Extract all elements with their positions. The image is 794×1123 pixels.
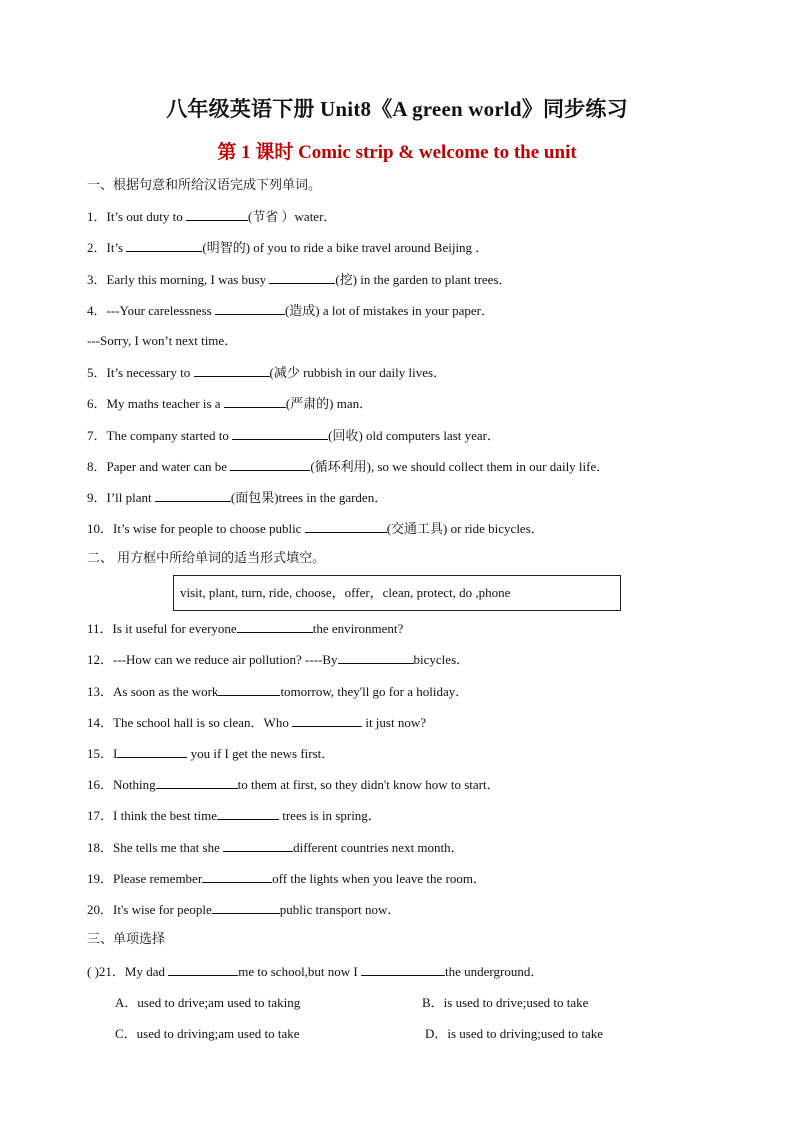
question-10: 10．It’s wise for people to choose public (交通工具) or ride bicycles．: [87, 521, 544, 536]
question-19: 19．Please remember off the lights when you leave the room．: [87, 871, 487, 886]
answer-blank[interactable]: [237, 619, 313, 633]
answer-blank[interactable]: [117, 744, 187, 758]
question-5: 5．It’s necessary to (减少 rubbish in our daily lives．: [87, 365, 447, 380]
question-12: 12．---How can we reduce air pollution? ----By bicycles．: [87, 652, 470, 667]
answer-blank[interactable]: [212, 900, 280, 914]
question-18: 18．She tells me that she different countries next month．: [87, 840, 464, 855]
answer-blank[interactable]: [232, 426, 328, 440]
lesson-subtitle: 第 1 课时 Comic strip & welcome to the unit: [217, 142, 577, 163]
question-20: 20．It's wise for people public transport now．: [87, 902, 401, 917]
question-16: 16．Nothing to them at first, so they didn't know how to start．: [87, 777, 500, 792]
question-7: 7．The company started to (回收) old computers last year．: [87, 428, 500, 443]
question-17: 17．I think the best time trees is in spring．: [87, 808, 381, 823]
section-2-heading: 二、 用方框中所给单词的适当形式填空。: [87, 551, 326, 566]
question-2: 2．It’s (明智的) of you to ride a bike travel around Beijing ．: [87, 240, 489, 255]
option-b[interactable]: B．is used to drive;used to take: [422, 995, 589, 1010]
answer-blank[interactable]: [292, 713, 362, 727]
question-8: 8．Paper and water can be (循环利用), so we should collect them in our daily life．: [87, 459, 610, 474]
answer-blank[interactable]: [126, 238, 202, 252]
section-1-heading: 一、根据句意和所给汉语完成下列单词。: [87, 178, 322, 193]
answer-blank[interactable]: [186, 207, 248, 221]
section-3-heading: 三、单项选择: [87, 932, 166, 947]
answer-blank[interactable]: [156, 775, 238, 789]
answer-blank[interactable]: [168, 962, 238, 976]
option-d[interactable]: D．is used to driving;used to take: [425, 1026, 604, 1041]
question-14: 14．The school hall is so clean．Who it just now?: [87, 715, 426, 730]
question-6: 6．My maths teacher is a (严肃的) man．: [87, 396, 373, 411]
question-13: 13．As soon as the work tomorrow, they'll go for a holiday．: [87, 684, 469, 699]
question-1: 1．It’s out duty to (节省 ）water．: [87, 209, 337, 224]
answer-blank[interactable]: [202, 869, 272, 883]
word-box: visit, plant, turn, ride, choose，offer，clean, protect, do ,phone: [173, 575, 621, 611]
question-9: 9．I’ll plant (面包果)trees in the garden．: [87, 490, 388, 505]
answer-blank[interactable]: [223, 838, 293, 852]
answer-blank[interactable]: [230, 457, 310, 471]
option-c[interactable]: C．used to driving;am used to take: [115, 1026, 300, 1041]
answer-blank[interactable]: [305, 519, 387, 533]
answer-blank[interactable]: [218, 682, 280, 696]
question-4: 4．---Your carelessness (造成) a lot of mistakes in your paper．: [87, 303, 494, 318]
question-3: 3．Early this morning, I was busy (挖) in the garden to plant trees．: [87, 272, 512, 287]
question-11: 11．Is it useful for everyone the environment?: [87, 621, 404, 636]
answer-blank[interactable]: [155, 488, 231, 502]
page-title: 八年级英语下册 Unit8《A green world》同步练习: [166, 97, 628, 121]
answer-blank[interactable]: [361, 962, 445, 976]
answer-blank[interactable]: [269, 270, 335, 284]
question-21: ( )21．My dad me to school,but now I the underground．: [87, 964, 544, 979]
question-4-reply: ---Sorry, I won’t next time．: [87, 333, 238, 348]
answer-blank[interactable]: [338, 650, 414, 664]
answer-blank[interactable]: [224, 394, 286, 408]
answer-blank[interactable]: [194, 363, 270, 377]
option-a[interactable]: A．used to drive;am used to taking: [115, 995, 301, 1010]
question-15: 15．I you if I get the news first．: [87, 746, 335, 761]
answer-blank[interactable]: [217, 806, 279, 820]
answer-blank[interactable]: [215, 301, 285, 315]
